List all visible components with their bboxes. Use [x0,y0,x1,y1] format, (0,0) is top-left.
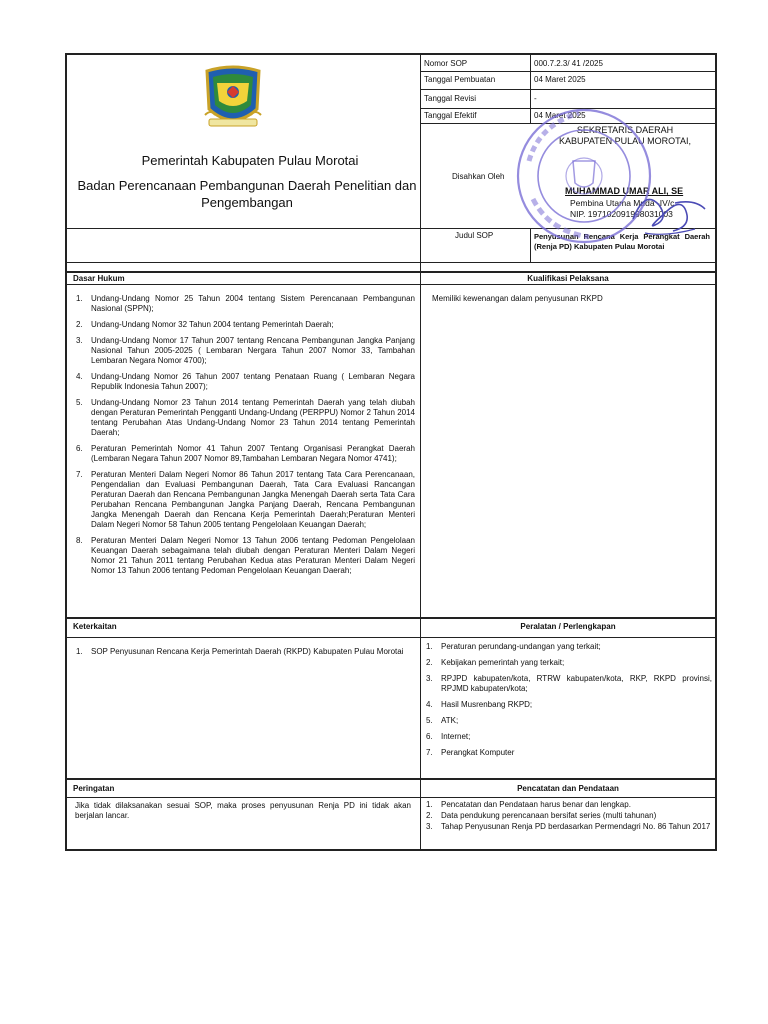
rule [420,71,717,72]
list-number: 5. [426,716,433,725]
rule [420,123,717,124]
rule [65,617,717,619]
rule [65,637,717,638]
peralatan-list [415,642,712,764]
approval-title-line2: KABUPATEN PULAU MOROTAI, [558,136,692,146]
approval-title-line1: SEKRETARIS DAERAH [576,125,674,135]
list-text: Peraturan Pemerintah Nomor 41 Tahun 2007 Tentang Organisasi Perangkat Daerah (Lembaran Negara Tahun 2007 Nomor 89,Tambahan Lembaran Negara Nomor 4741); [91,444,415,463]
judul-label: Judul SOP [455,231,494,240]
peralatan-items [415,642,712,758]
list-item [65,320,415,330]
dasar-hukum-title: Dasar Hukum [73,274,125,283]
list-number: 2. [76,320,83,329]
list-text: Undang-Undang Nomor 23 Tahun 2014 tentang Pemerintah Daerah yang telah diubah dengan Peraturan Pemerintah Pengganti Undang-Undang (PERPPU) Nomor 2 Tahun 2014 tentang Perubahan Atas Undang-Undang Nomor 23 Tahun 2014 tentang Pemerintah Daerah; [91,398,415,437]
rule [65,262,717,263]
list-number: 1. [76,647,83,656]
meta-value-nomor: 000.7.2.3/ 41 /2025 [534,59,603,68]
peringatan-text: Jika tidak dilaksanakan sesuai SOP, maka proses penyusunan Renja PD ini tidak akan berjalan lancar. [75,801,411,820]
kualifikasi-title: Kualifikasi Pelaksana [527,274,609,283]
list-item [65,470,415,530]
list-text: Peraturan Menteri Dalam Negeri Nomor 86 Tahun 2017 tentang Tata Cara Perencanaan, Pengendalian dan Evaluasi Pembangunan Daerah, Tata Cara Evaluasi Rancangan Peraturan Daerah dan Rencana Pembangunan Jangka Menengah Daerah serta Tata Cara Perubahan Rencana Pembangunan Jangka Panjang Daerah, Rencana Pembangunan Jangka Menengah Daerah dan Rencana Kerja Pemerintah Daerah;Peraturan Menteri Dalam Negeri Nomor 58 Tahun 2005 tentang Pengelolaan Keuangan Daerah; [91,470,415,529]
pencatatan-title: Pencatatan dan Pendataan [517,784,619,793]
meta-value-efektif: 04 Maret 2025 [534,111,586,120]
frame-bottom [65,849,717,851]
meta-label-nomor: Nomor SOP [424,59,468,68]
approval-label: Disahkan Oleh [452,172,505,181]
list-item [65,647,415,657]
list-number: 6. [76,444,83,453]
list-item [415,748,712,758]
list-text: Undang-Undang Nomor 17 Tahun 2007 tentang Rencana Pembangunan Jangka Panjang Nasional Tahun 2005-2025 ( Lembaran Nergara Tahun 2007 Nomor 33, Tambahan Lembaran Negara Nomor 4700); [91,336,415,365]
list-item [415,658,712,668]
keterkaitan-items [65,647,415,657]
rule [420,89,717,90]
frame-top [65,53,717,55]
rule [530,53,531,123]
list-number: 7. [426,748,433,757]
list-item [415,716,712,726]
list-number: 2. [426,811,433,820]
dasar-hukum-list [65,294,415,582]
org-unit: Badan Perencanaan Pembangunan Daerah Penelitian dan Pengembangan [77,178,417,210]
org-name: Pemerintah Kabupaten Pulau Morotai [141,153,359,168]
rule [530,228,531,262]
list-text: Tahap Penyusunan Renja PD berdasarkan Permendagri No. 86 Tahun 2017 [441,822,711,831]
list-number: 5. [76,398,83,407]
list-number: 1. [426,642,433,651]
list-text: SOP Penyusunan Rencana Kerja Pemerintah Daerah (RKPD) Kabupaten Pulau Morotai [91,647,404,656]
rule [65,284,717,285]
list-item [415,674,712,694]
list-text: Data pendukung perencanaan bersifat series (multi tahunan) [441,811,657,820]
list-text: Kebijakan pemerintah yang terkait; [441,658,565,667]
list-text: Undang-Undang Nomor 32 Tahun 2004 tentang Pemerintah Daerah; [91,320,334,329]
list-item [65,294,415,314]
list-number: 3. [76,336,83,345]
frame-right [715,53,717,851]
list-text: RPJPD kabupaten/kota, RTRW kabupaten/kota, RKP, RKPD provinsi, RPJMD kabupaten/kota; [441,674,712,693]
approval-title [540,125,710,147]
list-number: 4. [76,372,83,381]
list-item [65,444,415,464]
list-number: 6. [426,732,433,741]
list-text: Undang-Undang Nomor 26 Tahun 2007 tentang Penataan Ruang ( Lembaran Negara Republik Indonesia Tahun 2007); [91,372,415,391]
approver-rank: Pembina Utama Muda -IV/c [570,198,675,208]
dasar-hukum-items [65,294,415,576]
list-number: 1. [76,294,83,303]
list-text: Hasil Musrenbang RKPD; [441,700,533,709]
approver-nip: NIP. 197102091998031003 [570,209,673,219]
rule [65,797,717,798]
list-number: 3. [426,822,433,831]
list-item [415,732,712,742]
meta-label-pembuatan: Tanggal Pembuatan [424,75,496,84]
list-text: Perangkat Komputer [441,748,515,757]
list-item [415,700,712,710]
approver-name: MUHAMMAD UMAR ALI, SE [565,186,684,196]
list-number: 7. [76,470,83,479]
meta-label-efektif: Tanggal Efektif [424,111,477,120]
list-text: Internet; [441,732,471,741]
list-item [415,822,712,832]
pencatatan-items [415,800,712,832]
judul-value: Penyusunan Rencana Kerja Perangkat Daerah (Renja PD) Kabupaten Pulau Morotai [534,232,710,251]
list-item [415,811,712,821]
meta-label-revisi: Tanggal Revisi [424,94,477,103]
meta-value-revisi: - [534,94,537,103]
peringatan-title: Peringatan [73,784,115,793]
kualifikasi-text: Memiliki kewenangan dalam penyusunan RKPD [432,294,603,303]
rule [65,271,717,273]
list-text: Peraturan perundang-undangan yang terkait; [441,642,601,651]
rule [420,53,421,271]
peralatan-title: Peralatan / Perlengkapan [520,622,616,631]
rule [65,778,717,780]
meta-value-pembuatan: 04 Maret 2025 [534,75,586,84]
rule [65,228,717,229]
list-item [65,372,415,392]
list-number: 2. [426,658,433,667]
rule [420,108,717,109]
list-number: 3. [426,674,433,683]
list-text: Pencatatan dan Pendataan harus benar dan lengkap. [441,800,631,809]
keterkaitan-title: Keterkaitan [73,622,117,631]
list-text: ATK; [441,716,459,725]
regency-emblem-icon [203,65,263,133]
list-number: 1. [426,800,433,809]
list-number: 8. [76,536,83,545]
list-text: Peraturan Menteri Dalam Negeri Nomor 13 Tahun 2006 tentang Pedoman Pengelolaan Keuangan Daerah sebagaimana telah diubah dengan Peraturan Menteri Dalam Negeri Nomor 21 Tahun 2011 tentang Perubahan Kedua atas Peraturan Menteri Dalam Negeri Nomor 13 Tahun 2006 tentang Pedoman Pengelolaan Keuangan Daerah; [91,536,415,575]
list-item [415,800,712,810]
keterkaitan-list [65,647,415,664]
list-item [415,642,712,652]
sop-document [65,53,717,851]
list-item [65,536,415,576]
list-item [65,336,415,366]
list-number: 4. [426,700,433,709]
list-item [65,398,415,438]
pencatatan-list [415,800,712,833]
list-text: Undang-Undang Nomor 25 Tahun 2004 tentang Sistem Perencanaan Pembangunan Nasional (SPPN); [91,294,415,313]
